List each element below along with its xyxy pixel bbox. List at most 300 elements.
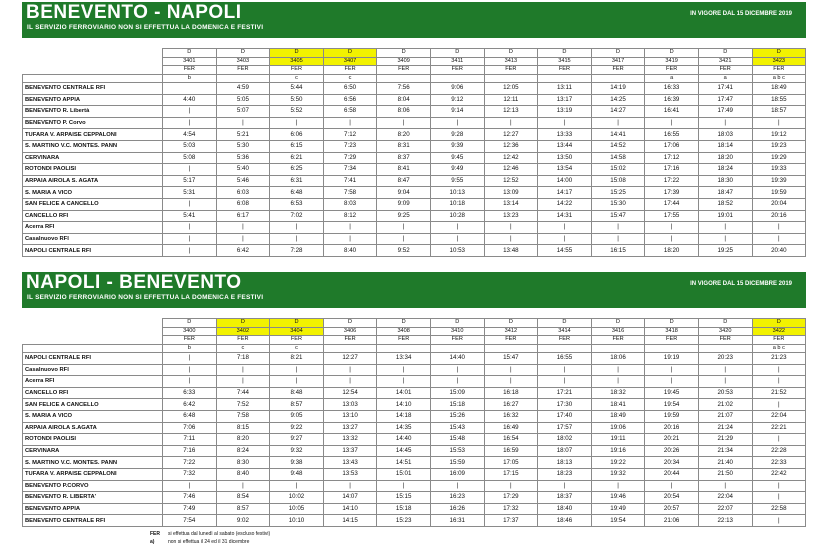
train-number: 3416 bbox=[591, 327, 645, 336]
departure-time: | bbox=[163, 222, 217, 234]
departure-time: | bbox=[484, 222, 538, 234]
departure-time: 22:58 bbox=[752, 503, 806, 515]
service-days: FER bbox=[484, 336, 538, 345]
departure-time: 20:44 bbox=[645, 468, 699, 480]
departure-time: 12:54 bbox=[323, 387, 377, 399]
table-row bbox=[23, 106, 806, 118]
departure-time: | bbox=[216, 480, 270, 492]
departure-time: 9:48 bbox=[270, 468, 324, 480]
table-row bbox=[23, 445, 806, 457]
table-row bbox=[23, 210, 806, 222]
departure-time: 19:25 bbox=[698, 245, 752, 257]
departure-time: 4:59 bbox=[216, 83, 270, 95]
departure-time: | bbox=[270, 233, 324, 245]
departure-time: 6:03 bbox=[216, 187, 270, 199]
departure-time: 16:09 bbox=[430, 468, 484, 480]
departure-time: 19:59 bbox=[645, 410, 699, 422]
departure-time: 5:31 bbox=[163, 187, 217, 199]
departure-time: 14:25 bbox=[591, 94, 645, 106]
departure-time: 18:49 bbox=[752, 83, 806, 95]
departure-time: | bbox=[752, 233, 806, 245]
service-days: FER bbox=[538, 336, 592, 345]
departure-time: 12:42 bbox=[484, 152, 538, 164]
departure-time: 16:18 bbox=[484, 387, 538, 399]
departure-time: 17:40 bbox=[538, 410, 592, 422]
service-days: FER bbox=[377, 336, 431, 345]
departure-time: 22:07 bbox=[698, 503, 752, 515]
departure-time: 13:53 bbox=[323, 468, 377, 480]
station-name: BENEVENTO P. Corvo bbox=[23, 117, 163, 129]
departure-time: 7:06 bbox=[163, 422, 217, 434]
station-name: CANCELLO RFI bbox=[23, 210, 163, 222]
train-number: 3402 bbox=[216, 327, 270, 336]
departure-time: 9:22 bbox=[270, 422, 324, 434]
departure-time: 6:56 bbox=[323, 94, 377, 106]
departure-time: | bbox=[323, 233, 377, 245]
departure-time: 9:32 bbox=[270, 445, 324, 457]
departure-time: 7:28 bbox=[270, 245, 324, 257]
station-name: S. MARTINO V.C. MONTES. PANN bbox=[23, 457, 163, 469]
departure-time: 13:43 bbox=[323, 457, 377, 469]
departure-time: 10:02 bbox=[270, 492, 324, 504]
departure-time: 17:16 bbox=[645, 164, 699, 176]
departure-time: 15:09 bbox=[430, 387, 484, 399]
departure-time: | bbox=[163, 164, 217, 176]
service-days: FER bbox=[484, 66, 538, 75]
train-number: 3403 bbox=[216, 57, 270, 66]
departure-time: 8:57 bbox=[270, 399, 324, 411]
table-row bbox=[23, 492, 806, 504]
departure-time: 12:13 bbox=[484, 106, 538, 118]
departure-time: 8:30 bbox=[216, 457, 270, 469]
service-days: FER bbox=[216, 336, 270, 345]
departure-time: | bbox=[163, 106, 217, 118]
train-note bbox=[323, 344, 377, 353]
departure-time: 5:08 bbox=[163, 152, 217, 164]
departure-time: 7:32 bbox=[163, 468, 217, 480]
train-number: 3419 bbox=[645, 57, 699, 66]
departure-time: 7:44 bbox=[216, 387, 270, 399]
departure-time: 4:40 bbox=[163, 94, 217, 106]
departure-time: 6:15 bbox=[270, 140, 324, 152]
service-days: FER bbox=[377, 66, 431, 75]
departure-time: 19:11 bbox=[591, 434, 645, 446]
departure-time: 21:50 bbox=[698, 468, 752, 480]
departure-time: | bbox=[163, 364, 217, 376]
departure-time: 15:23 bbox=[377, 515, 431, 527]
departure-time: 16:26 bbox=[430, 503, 484, 515]
departure-time: 18:55 bbox=[752, 94, 806, 106]
departure-time: 8:47 bbox=[377, 175, 431, 187]
departure-time: 17:05 bbox=[484, 457, 538, 469]
departure-time: 7:16 bbox=[163, 445, 217, 457]
timetable-benevento-napoli bbox=[22, 48, 806, 257]
header-row-cat bbox=[23, 319, 806, 328]
departure-time: 7:11 bbox=[163, 434, 217, 446]
departure-time: 13:44 bbox=[538, 140, 592, 152]
header-row-day bbox=[23, 336, 806, 345]
station-name: SAN FELICE A CANCELLO bbox=[23, 399, 163, 411]
departure-time: 7:46 bbox=[163, 492, 217, 504]
departure-time: 22:04 bbox=[752, 410, 806, 422]
table-row bbox=[23, 94, 806, 106]
departure-time: | bbox=[752, 222, 806, 234]
table-row bbox=[23, 233, 806, 245]
table-row bbox=[23, 468, 806, 480]
departure-time: 15:48 bbox=[430, 434, 484, 446]
departure-time: 17:12 bbox=[645, 152, 699, 164]
departure-time: | bbox=[645, 376, 699, 388]
departure-time: 8:54 bbox=[216, 492, 270, 504]
departure-time: | bbox=[430, 364, 484, 376]
service-days: FER bbox=[645, 336, 699, 345]
departure-time: 6:06 bbox=[270, 129, 324, 141]
departure-time: 16:23 bbox=[430, 492, 484, 504]
departure-time: 14:18 bbox=[377, 410, 431, 422]
departure-time: 5:46 bbox=[216, 175, 270, 187]
departure-time: 17:37 bbox=[484, 515, 538, 527]
departure-time: | bbox=[377, 233, 431, 245]
departure-time: 12:05 bbox=[484, 83, 538, 95]
departure-time: 19:12 bbox=[752, 129, 806, 141]
station-name: ROTONDI PAOLISI bbox=[23, 434, 163, 446]
train-number: 3404 bbox=[270, 327, 324, 336]
train-number: 3420 bbox=[698, 327, 752, 336]
departure-time: | bbox=[752, 492, 806, 504]
departure-time: 19:22 bbox=[591, 457, 645, 469]
train-category: D bbox=[484, 49, 538, 58]
service-days: FER bbox=[216, 66, 270, 75]
departure-time: 14:10 bbox=[323, 503, 377, 515]
departure-time: | bbox=[430, 233, 484, 245]
departure-time: | bbox=[377, 222, 431, 234]
departure-time: | bbox=[698, 376, 752, 388]
departure-time: 5:52 bbox=[270, 106, 324, 118]
departure-time: 17:47 bbox=[698, 94, 752, 106]
departure-time: 4:54 bbox=[163, 129, 217, 141]
header-benevento-napoli bbox=[22, 2, 806, 38]
legend-item bbox=[150, 531, 270, 539]
departure-time: 13:11 bbox=[538, 83, 592, 95]
departure-time: 5:50 bbox=[270, 94, 324, 106]
departure-time: 7:52 bbox=[216, 399, 270, 411]
table-row bbox=[23, 164, 806, 176]
departure-time: | bbox=[698, 364, 752, 376]
train-note: c bbox=[323, 74, 377, 83]
departure-time: 7:22 bbox=[163, 457, 217, 469]
departure-time: 6:21 bbox=[270, 152, 324, 164]
departure-time: 8:41 bbox=[377, 164, 431, 176]
train-note bbox=[430, 74, 484, 83]
departure-time: 13:48 bbox=[484, 245, 538, 257]
departure-time: 14:31 bbox=[538, 210, 592, 222]
station-name: BENEVENTO CENTRALE RFI bbox=[23, 83, 163, 95]
departure-time: | bbox=[430, 376, 484, 388]
departure-time: | bbox=[752, 399, 806, 411]
train-note: b bbox=[163, 74, 217, 83]
departure-time: 15:08 bbox=[591, 175, 645, 187]
train-note: c bbox=[270, 344, 324, 353]
departure-time: 16:39 bbox=[645, 94, 699, 106]
departure-time: | bbox=[377, 117, 431, 129]
departure-time: 19:54 bbox=[645, 399, 699, 411]
departure-time: 19:06 bbox=[591, 422, 645, 434]
departure-time: 15:47 bbox=[591, 210, 645, 222]
departure-time: 10:53 bbox=[430, 245, 484, 257]
departure-time: 16:54 bbox=[484, 434, 538, 446]
departure-time: | bbox=[216, 117, 270, 129]
departure-time: 5:05 bbox=[216, 94, 270, 106]
departure-time: 20:16 bbox=[752, 210, 806, 222]
departure-time: 8:04 bbox=[377, 94, 431, 106]
header-row-cat bbox=[23, 49, 806, 58]
departure-time: | bbox=[591, 117, 645, 129]
station-name: Acerra RFI bbox=[23, 376, 163, 388]
departure-time: 7:18 bbox=[216, 353, 270, 365]
station-name: CERVINARA bbox=[23, 152, 163, 164]
service-days: FER bbox=[698, 66, 752, 75]
departure-time: | bbox=[216, 233, 270, 245]
station-name: Casalnuovo RFI bbox=[23, 233, 163, 245]
departure-time bbox=[163, 83, 217, 95]
departure-time: 5:41 bbox=[163, 210, 217, 222]
train-number: 3413 bbox=[484, 57, 538, 66]
departure-time: 6:42 bbox=[163, 399, 217, 411]
train-category: D bbox=[591, 319, 645, 328]
departure-time: 14:35 bbox=[377, 422, 431, 434]
header-row-note bbox=[23, 74, 806, 83]
departure-time: | bbox=[270, 117, 324, 129]
service-days: FER bbox=[430, 336, 484, 345]
departure-time: 6:50 bbox=[323, 83, 377, 95]
departure-time: 19:33 bbox=[752, 164, 806, 176]
departure-time: | bbox=[484, 364, 538, 376]
train-category: D bbox=[270, 319, 324, 328]
train-category: D bbox=[645, 49, 699, 58]
departure-time: 9:55 bbox=[430, 175, 484, 187]
departure-time: | bbox=[216, 364, 270, 376]
route-title: BENEVENTO - NAPOLI bbox=[26, 2, 242, 23]
departure-time: 19:01 bbox=[698, 210, 752, 222]
table-row bbox=[23, 353, 806, 365]
train-note bbox=[591, 344, 645, 353]
departure-time: 17:55 bbox=[645, 210, 699, 222]
departure-time: | bbox=[752, 434, 806, 446]
departure-time: | bbox=[163, 233, 217, 245]
departure-time: 22:28 bbox=[752, 445, 806, 457]
service-days: FER bbox=[163, 336, 217, 345]
table-row bbox=[23, 399, 806, 411]
departure-time: | bbox=[216, 376, 270, 388]
departure-time: 18:20 bbox=[698, 152, 752, 164]
departure-time: 22:33 bbox=[752, 457, 806, 469]
departure-time: 15:59 bbox=[430, 457, 484, 469]
departure-time: 18:24 bbox=[698, 164, 752, 176]
departure-time: 16:59 bbox=[484, 445, 538, 457]
departure-time: 13:54 bbox=[538, 164, 592, 176]
train-category: D bbox=[484, 319, 538, 328]
departure-time: | bbox=[645, 222, 699, 234]
train-category: D bbox=[270, 49, 324, 58]
table-row bbox=[23, 222, 806, 234]
departure-time: 16:32 bbox=[484, 410, 538, 422]
train-note: b bbox=[163, 344, 217, 353]
departure-time: 10:28 bbox=[430, 210, 484, 222]
train-category: D bbox=[216, 49, 270, 58]
train-number: 3418 bbox=[645, 327, 699, 336]
departure-time: 19:49 bbox=[591, 503, 645, 515]
departure-time: 8:15 bbox=[216, 422, 270, 434]
departure-time: 18:14 bbox=[698, 140, 752, 152]
departure-time: 8:21 bbox=[270, 353, 324, 365]
departure-time: | bbox=[430, 480, 484, 492]
departure-time: 16:27 bbox=[484, 399, 538, 411]
header-row-day bbox=[23, 66, 806, 75]
departure-time: 9:27 bbox=[270, 434, 324, 446]
departure-time: 6:48 bbox=[270, 187, 324, 199]
train-number: 3405 bbox=[270, 57, 324, 66]
departure-time: 8:37 bbox=[377, 152, 431, 164]
table-row bbox=[23, 187, 806, 199]
departure-time: 7:58 bbox=[323, 187, 377, 199]
train-note bbox=[484, 74, 538, 83]
departure-time: 8:57 bbox=[216, 503, 270, 515]
departure-time: 14:00 bbox=[538, 175, 592, 187]
train-note bbox=[591, 74, 645, 83]
departure-time: 20:16 bbox=[645, 422, 699, 434]
departure-time: 19:39 bbox=[752, 175, 806, 187]
departure-time: 20:57 bbox=[645, 503, 699, 515]
departure-time: | bbox=[323, 364, 377, 376]
header-row-num bbox=[23, 327, 806, 336]
station-name: S. MARIA A VICO bbox=[23, 187, 163, 199]
station-name: Acerra RFI bbox=[23, 222, 163, 234]
train-note bbox=[377, 74, 431, 83]
departure-time: 8:40 bbox=[216, 468, 270, 480]
departure-time: | bbox=[270, 364, 324, 376]
departure-time: 14:58 bbox=[591, 152, 645, 164]
train-number: 3400 bbox=[163, 327, 217, 336]
departure-time: 18:52 bbox=[698, 198, 752, 210]
train-category: D bbox=[698, 319, 752, 328]
station-name: ARPAIA AIROLA S.AGATA bbox=[23, 422, 163, 434]
departure-time: 9:09 bbox=[377, 198, 431, 210]
departure-time: | bbox=[645, 364, 699, 376]
route-subtitle: IL SERVIZIO FERROVIARIO NON SI EFFETTUA LA DOMENICA E FESTIVI bbox=[27, 24, 264, 31]
header-spacer bbox=[23, 344, 163, 353]
train-category: D bbox=[163, 319, 217, 328]
departure-time: | bbox=[591, 480, 645, 492]
departure-time: | bbox=[323, 117, 377, 129]
valid-from: IN VIGORE DAL 15 DICEMBRE 2019 bbox=[690, 11, 792, 17]
departure-time: 17:57 bbox=[538, 422, 592, 434]
train-number: 3406 bbox=[323, 327, 377, 336]
station-name: TUFARA V. ARPAISE CEPPALONI bbox=[23, 129, 163, 141]
departure-time: 20:23 bbox=[698, 353, 752, 365]
train-category: D bbox=[163, 49, 217, 58]
departure-time: 18:02 bbox=[538, 434, 592, 446]
departure-time: 15:43 bbox=[430, 422, 484, 434]
departure-time: 7:12 bbox=[323, 129, 377, 141]
train-number: 3410 bbox=[430, 327, 484, 336]
departure-time: 10:10 bbox=[270, 515, 324, 527]
departure-time: 22:21 bbox=[752, 422, 806, 434]
departure-time: 12:46 bbox=[484, 164, 538, 176]
departure-time: 9:04 bbox=[377, 187, 431, 199]
departure-time: 21:07 bbox=[698, 410, 752, 422]
departure-time: 19:29 bbox=[752, 152, 806, 164]
station-name: CANCELLO RFI bbox=[23, 387, 163, 399]
departure-time: 18:07 bbox=[538, 445, 592, 457]
departure-time: 9:45 bbox=[430, 152, 484, 164]
departure-time: 20:40 bbox=[752, 245, 806, 257]
departure-time: 18:47 bbox=[698, 187, 752, 199]
station-name: BENEVENTO R. Libertà bbox=[23, 106, 163, 118]
table-row bbox=[23, 117, 806, 129]
train-number: 3422 bbox=[752, 327, 806, 336]
departure-time: 6:33 bbox=[163, 387, 217, 399]
train-note bbox=[377, 344, 431, 353]
departure-time: 18:32 bbox=[591, 387, 645, 399]
departure-time: 22:04 bbox=[698, 492, 752, 504]
departure-time: 15:47 bbox=[484, 353, 538, 365]
table-row bbox=[23, 129, 806, 141]
service-days: FER bbox=[538, 66, 592, 75]
departure-time: | bbox=[323, 376, 377, 388]
departure-time: 21:52 bbox=[752, 387, 806, 399]
departure-time: 9:28 bbox=[430, 129, 484, 141]
legend-key: a) bbox=[150, 538, 155, 545]
departure-time: 22:13 bbox=[698, 515, 752, 527]
train-number: 3421 bbox=[698, 57, 752, 66]
departure-time: 14:15 bbox=[323, 515, 377, 527]
departure-time: 16:41 bbox=[645, 106, 699, 118]
service-days: FER bbox=[591, 336, 645, 345]
train-note: c bbox=[216, 344, 270, 353]
train-number: 3415 bbox=[538, 57, 592, 66]
departure-time: 6:48 bbox=[163, 410, 217, 422]
train-number: 3407 bbox=[323, 57, 377, 66]
station-name: BENEVENTO P.CORVO bbox=[23, 480, 163, 492]
service-days: FER bbox=[698, 336, 752, 345]
train-category: D bbox=[752, 319, 806, 328]
departure-time: | bbox=[645, 480, 699, 492]
departure-time: 20:54 bbox=[645, 492, 699, 504]
station-name: CERVINARA bbox=[23, 445, 163, 457]
departure-time: 14:07 bbox=[323, 492, 377, 504]
departure-time: | bbox=[430, 117, 484, 129]
departure-time: 13:03 bbox=[323, 399, 377, 411]
departure-time: 13:19 bbox=[538, 106, 592, 118]
departure-time: 5:30 bbox=[216, 140, 270, 152]
departure-time: 14:45 bbox=[377, 445, 431, 457]
departure-time: | bbox=[698, 233, 752, 245]
departure-time: | bbox=[538, 222, 592, 234]
header-spacer bbox=[23, 319, 163, 328]
departure-time: | bbox=[377, 364, 431, 376]
station-name: NAPOLI CENTRALE RFI bbox=[23, 353, 163, 365]
departure-time: 5:07 bbox=[216, 106, 270, 118]
departure-time: 7:23 bbox=[323, 140, 377, 152]
train-category: D bbox=[538, 319, 592, 328]
departure-time: 18:20 bbox=[645, 245, 699, 257]
departure-time: | bbox=[538, 376, 592, 388]
departure-time: 16:33 bbox=[645, 83, 699, 95]
departure-time: 9:49 bbox=[430, 164, 484, 176]
departure-time: 13:27 bbox=[323, 422, 377, 434]
header-spacer bbox=[23, 49, 163, 58]
departure-time: 17:49 bbox=[698, 106, 752, 118]
